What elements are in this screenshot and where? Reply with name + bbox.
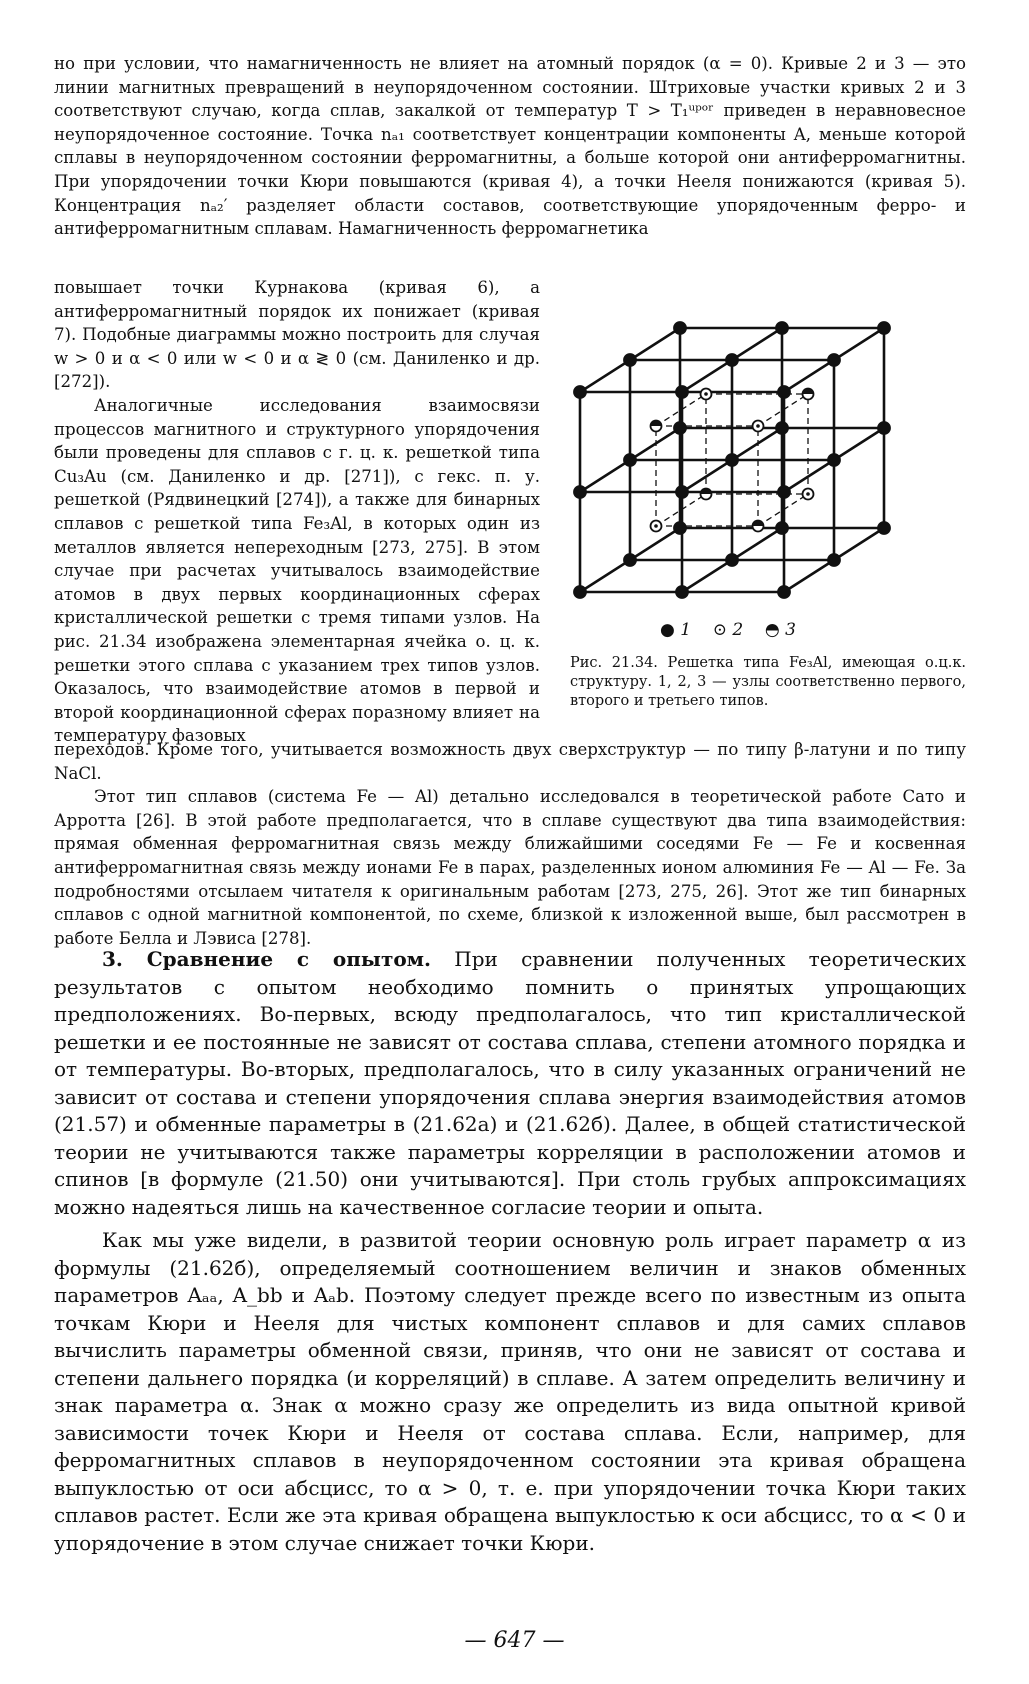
top-paragraph: но при условии, что намагниченность не влияет на атомный порядок (α = 0). Кривые 2 и 3 — это линии магнитных превращений в неупорядоченном состоянии. Штриховые участки кривых 2 и 3 соответствуют случаю, когда сплав, закалкой от температур T > T₁ᵘᵖᵒʳ приведен в неравновесное неупорядоченное состояние. Точка nₐ₁ соответствует концентрации компоненты A, меньше которой сплавы в неупорядоченном состоянии ферромагнитны, а больше которой они антиферромагнитны. При упорядочении точки Кюри повышаются (кривая 4), а точки Нееля понижаются (кривая 5). Концентрация nₐ₂′ разделяет области составов, соответствующие упорядоченным ферро- и антиферромагнитным сплавам. Намагниченность ферромагнетика — [54, 54, 966, 239]
section-heading: 3. Сравнение с опытом. — [102, 947, 432, 971]
lattice-node-type-1 — [574, 586, 586, 598]
lattice-node-type-1 — [828, 354, 840, 366]
wrapped-text-block — [54, 276, 540, 748]
lattice-node-type-1 — [624, 554, 636, 566]
figure-caption: Рис. 21.34. Решетка типа Fe₃Al, имеющая о.ц.к. структуру. 1, 2, 3 — узлы соответственно первого, второго и третьего типов. — [570, 655, 966, 709]
wrap-paragraph-2: Аналогичные исследования взаимосвязи процессов магнитного и структурного упорядочения были проведены для сплавов с г. ц. к. решеткой типа Cu₃Au (см. Даниленко и др. [271]), с гекс. п. у. решеткой (Рядвинецкий [274]), а также для бинарных сплавов с решеткой типа Fe₃Al, в которых один из металлов является непереходным [273, 275]. В этом случае при расчетах учитывалось взаимодействие атомов в двух первых координационных сферах кристаллической решетки с тремя типами узлов. На рис. 21.34 изображена элементарная ячейка о. ц. к. решетки этого сплава с указанием трех типов узлов. Оказалось, что взаимодействие атомов в первой и второй координационной сферах поразному влияет на температуру фазовых — [54, 395, 540, 746]
lattice-node-type-1 — [676, 486, 688, 498]
legend-label-1: 1 — [680, 620, 692, 640]
lattice-node-type-2-dot — [654, 524, 658, 528]
lattice-node-type-1 — [726, 354, 738, 366]
lattice-node-type-1 — [828, 454, 840, 466]
section-paragraph-2: Как мы уже видели, в развитой теории основную роль играет параметр α из формулы (21.62б), определяемый соотношением величин и знаков обменных параметров Aₐₐ, A_bb и Aₐb. Поэтому следует прежде всего по известным из опыта точкам Кюри и Нееля для чистых компонент сплавов и для самих сплавов вычислить параметры обменной связи, приняв, что они не зависят от состава и степени дальнего порядка (и корреляций) в сплаве. А затем определить величину и знак параметра α. Знак α можно сразу же определить из вида опытной кривой зависимости точек Кюри и Нееля от состава сплава. Если, например, для ферромагнитных сплавов в неупорядоченном состоянии эта кривая обращена выпуклостью от оси абсцисс, то α > 0, т. е. при упорядочении точка Кюри таких сплавов растет. Если же эта кривая обращена выпуклостью к оси абсцисс, то α < 0 и упорядочение в этом случае снижает точки Кюри. — [54, 1228, 966, 1555]
lattice-node-type-1 — [778, 386, 790, 398]
after-paragraph-1: переходов. Кроме того, учитывается возможность двух сверхструктур — по типу β-латуни и по типу NaCl. — [54, 740, 966, 783]
lattice-node-type-2-dot — [756, 424, 760, 428]
lattice-node-type-1 — [878, 422, 890, 434]
lattice-node-type-1 — [778, 586, 790, 598]
lattice-node-type-1 — [726, 554, 738, 566]
bcc-lattice-drawing — [570, 272, 966, 612]
legend-half-circle-icon: ◓ — [764, 620, 780, 640]
figure-legend — [660, 620, 796, 640]
lattice-node-type-1 — [776, 422, 788, 434]
lattice-node-type-1 — [676, 586, 688, 598]
lattice-node-type-1 — [624, 354, 636, 366]
section-paragraph-1 — [54, 946, 966, 1221]
lattice-node-type-2-dot — [704, 392, 708, 396]
lattice-node-type-1 — [778, 486, 790, 498]
lattice-node-type-1 — [674, 422, 686, 434]
lattice-node-type-1 — [574, 386, 586, 398]
legend-label-2: 2 — [732, 620, 744, 640]
lattice-node-type-1 — [878, 522, 890, 534]
lattice-node-type-1 — [676, 386, 688, 398]
lattice-node-type-1 — [828, 554, 840, 566]
legend-filled-dot-icon: ● — [660, 620, 675, 640]
lattice-node-type-1 — [674, 522, 686, 534]
lattice-node-type-1 — [624, 454, 636, 466]
lattice-node-type-1 — [674, 322, 686, 334]
lattice-node-type-1 — [776, 522, 788, 534]
lattice-node-type-1 — [878, 322, 890, 334]
section-paragraph-1-text: При сравнении полученных теоретических результатов с опытом необходимо помнить о принятых упрощающих предположениях. Во-первых, всюду предполагалось, что тип кристаллической решетки и ее постоянные не зависят от состава сплава, степени атомного порядка и от температуры. Во-вторых, предполагалось, что в силу указанных ограничений не зависит от состава и степени упорядочения сплава энергия взаимодействия атомов (21.57) и обменные параметры в (21.62а) и (21.62б). Далее, в общей статистической теории не учитываются также параметры корреляции в расположении атомов и спинов [в формуле (21.50) они учитываются]. При столь грубых аппроксимациях можно надеяться лишь на качественное согласие теории и опыта. — [54, 947, 967, 1219]
lattice-node-type-1 — [574, 486, 586, 498]
after-figure-block — [54, 738, 966, 950]
wrap-paragraph-1: повышает точки Курнакова (кривая 6), а антиферромагнитный порядок их понижает (кривая 7). Подобные диаграммы можно построить для случая w > 0 и α < 0 или w < 0 и α ≷ 0 (см. Даниленко и др. [272]). — [54, 278, 540, 392]
legend-label-3: 3 — [785, 620, 796, 640]
lattice-figure — [570, 272, 966, 712]
legend-dotted-circle-icon: ⊙ — [712, 620, 727, 640]
section-comparison — [54, 946, 966, 1563]
top-paragraph-block — [54, 52, 966, 241]
lattice-node-type-2-dot — [806, 492, 810, 496]
lattice-node-type-1 — [726, 454, 738, 466]
page-number: — 647 — — [464, 1628, 565, 1653]
lattice-node-type-1 — [776, 322, 788, 334]
after-paragraph-2: Этот тип сплавов (система Fe — Al) детально исследовался в теоретической работе Сато и Арротта [26]. В этой работе предполагается, что в сплаве существуют два типа взаимодействия: прямая обменная ферромагнитная связь между ближайшими соседями Fe — Fe и косвенная антиферромагнитная связь между ионами Fe в парах, разделенных ионом алюминия Fe — Al — Fe. За подробностями отсылаем читателя к оригинальным работам [273, 275, 26]. Этот же тип бинарных сплавов с одной магнитной компонентой, по схеме, близкой к изложенной выше, был рассмотрен в работе Белла и Лэвиса [278]. — [54, 787, 966, 948]
